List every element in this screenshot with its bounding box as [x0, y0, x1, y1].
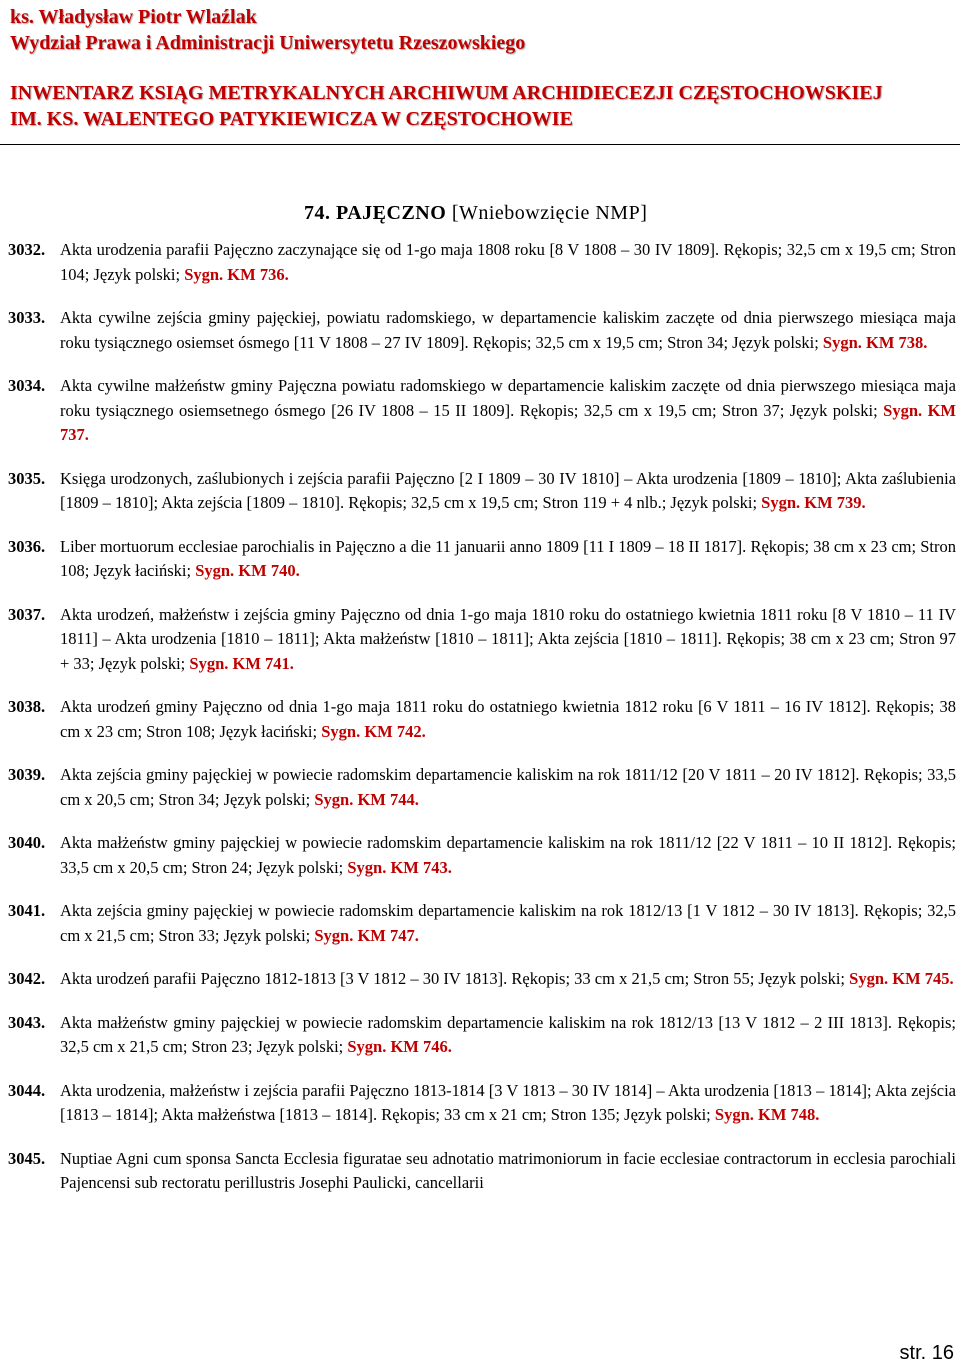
entry-text: Akta zejścia gminy pajęckiej w powiecie radomskim departamencie kaliskim na rok 1812/13 [1 V 1812 – 30 IV 1813]. Rękopis; 32,5 cm x 21,5 cm; Stron 33; Język polski;: [60, 901, 956, 945]
inventory-entry: [8, 306, 956, 355]
page-number: str. 16: [899, 1342, 954, 1364]
entry-text: Akta urodzeń parafii Pajęczno 1812-1813 [3 V 1812 – 30 IV 1813]. Rękopis; 33 cm x 21,5 cm; Stron 55; Język polski;: [60, 969, 850, 988]
entry-signature: Sygn. KM 737.: [60, 400, 956, 444]
entry-signature: Sygn. KM 740.: [195, 561, 300, 580]
inventory-entry: [8, 535, 956, 584]
inventory-title-line1: INWENTARZ KSIĄG METRYKALNYCH ARCHIWUM ARCHIDIECEZJI CZĘSTOCHOWSKIEJ: [10, 82, 883, 104]
entry-number: 3044.: [8, 1080, 46, 1100]
inventory-entry: [8, 1011, 956, 1060]
inventory-title-line2: IM. KS. WALENTEGO PATYKIEWICZA W CZĘSTOCHOWIE: [10, 108, 573, 130]
entry-text: Akta małżeństw gminy pajęckiej w powiecie radomskim departamencie kaliskim na rok 1811/12 [22 V 1811 – 10 II 1812]. Rękopis; 33,5 cm x 20,5 cm; Stron 24; Język polski;: [60, 833, 956, 877]
entry-signature: Sygn. KM 736.: [184, 264, 289, 284]
entry-text: Akta urodzeń gminy Pajęczno od dnia 1-go maja 1811 roku do ostatniego kwietnia 1812 roku [6 V 1811 – 16 IV 1812]. Rękopis; 38 cm x 23 cm; Stron 108; Język łaciński;: [60, 697, 956, 741]
entry-signature: Sygn. KM 746.: [347, 1037, 452, 1056]
entry-number: 3038.: [8, 697, 46, 716]
parish-name: 74. PAJĘCZNO: [304, 202, 447, 224]
inventory-entry: [8, 1147, 956, 1196]
inventory-entry: [8, 603, 956, 677]
entry-text: Akta cywilne małżeństw gminy Pajęczna powiatu radomskiego w departamencie kaliskim zaczęte od dnia pierwszego miesiąca maja roku tysiącznego osiemsetnego ósmego [26 IV 1808 – 15 II 1809]. Rękopis; 32,5 cm x 19,5 cm; Stron 37; Język polski;: [60, 376, 956, 420]
inventory-entry: [8, 467, 956, 516]
entry-signature: Sygn. KM 745.: [849, 969, 954, 988]
entry-number: 3033.: [8, 308, 46, 327]
header-divider: [0, 144, 960, 145]
entry-text: Akta małżeństw gminy pajęckiej w powiecie radomskim departamencie kaliskim na rok 1812/13 [13 V 1812 – 2 III 1813]. Rękopis; 32,5 cm x 21,5 cm; Stron 23; Język polski;: [60, 1012, 956, 1056]
entry-number: 3043.: [8, 1012, 46, 1032]
entry-signature: Sygn. KM 744.: [314, 789, 419, 809]
entry-text: Akta cywilne zejścia gminy pajęckiej, powiatu radomskiego, w departamencie kaliskim zaczęte od dnia pierwszego miesiąca maja roku tysiącznego osiemset ósmego [11 V 1808 – 27 IV 1809]. Rękopis; 32,5 cm x 19,5 cm; Stron 34; Język polski;: [60, 308, 956, 352]
entry-signature: Sygn. KM 739.: [761, 493, 866, 512]
document-header: [10, 4, 955, 132]
entry-number: 3036.: [8, 536, 46, 556]
inventory-entry: [8, 374, 956, 448]
entry-number: 3034.: [8, 376, 46, 395]
entry-number: 3032.: [8, 240, 46, 259]
inventory-entry: [8, 238, 956, 287]
entry-text: Akta urodzeń, małżeństw i zejścia gminy Pajęczno od dnia 1-go maja 1810 roku do ostatniego kwietnia 1811 roku [8 V 1810 – 11 IV 1811] – Akta urodzenia [1810 – 1811]; Akta małżeństw [1810 – 1811]; Akta zejścia [1810 – 1811]. Rękopis; 38 cm x 23 cm; Stron 97 + 33; Język polski;: [60, 604, 956, 673]
entry-number: 3042.: [8, 969, 46, 988]
author-name: ks. Władysław Piotr Wlaźlak: [10, 6, 257, 28]
entry-number: 3037.: [8, 604, 46, 624]
entry-number: 3039.: [8, 765, 46, 784]
entry-signature: Sygn. KM 743.: [347, 857, 452, 877]
inventory-entry: [8, 899, 956, 948]
entry-text: Księga urodzonych, zaślubionych i zejścia parafii Pajęczno [2 I 1809 – 30 IV 1810] – Akta urodzenia [1809 – 1810]; Akta zaślubienia [1809 – 1810]; Akta zejścia [1809 – 1810]. Rękopis; 32,5 cm x 19,5 cm; Stron 119 + 4 nlb.; Język polski;: [60, 468, 956, 512]
entry-number: 3035.: [8, 468, 46, 488]
inventory-entries: [8, 238, 956, 1215]
inventory-entry: [8, 967, 956, 992]
entry-number: 3040.: [8, 833, 46, 852]
parish-section-title: [304, 202, 647, 225]
entry-signature: Sygn. KM 738.: [822, 332, 928, 352]
entry-signature: Sygn. KM 741.: [189, 653, 294, 673]
inventory-entry: [8, 831, 956, 880]
entry-signature: Sygn. KM 748.: [714, 1105, 820, 1124]
entry-number: 3045.: [8, 1148, 46, 1168]
entry-text: Akta urodzenia, małżeństw i zejścia parafii Pajęczno 1813-1814 [3 V 1813 – 30 IV 1814] – Akta urodzenia [1813 – 1814]; Akta zejścia [1813 – 1814]; Akta małżeństwa [1813 – 1814]. Rękopis; 33 cm x 21 cm; Stron 135; Język polski;: [60, 1080, 956, 1124]
entry-signature: Sygn. KM 742.: [321, 721, 426, 741]
inventory-entry: [8, 1079, 956, 1128]
entry-text: Akta zejścia gminy pajęckiej w powiecie radomskim departamencie kaliskim na rok 1811/12 [20 V 1811 – 20 IV 1812]. Rękopis; 33,5 cm x 20,5 cm; Stron 34; Język polski;: [60, 765, 956, 809]
entry-text: Liber mortuorum ecclesiae parochialis in Pajęczno a die 11 januarii anno 1809 [11 I 1809 – 18 II 1817]. Rękopis; 38 cm x 23 cm; Stron 108; Język łaciński;: [60, 536, 956, 580]
parish-dedication: [Wniebowzięcie NMP]: [451, 202, 648, 224]
entry-text: Akta urodzenia parafii Pajęczno zaczynające się od 1-go maja 1808 roku [8 V 1808 – 30 IV 1809]. Rękopis; 32,5 cm x 19,5 cm; Stron 104; Język polski;: [60, 240, 956, 284]
entry-signature: Sygn. KM 747.: [314, 925, 419, 945]
faculty-name: Wydział Prawa i Administracji Uniwersytetu Rzeszowskiego: [10, 32, 526, 54]
inventory-entry: [8, 695, 956, 744]
entry-number: 3041.: [8, 901, 46, 920]
inventory-entry: [8, 763, 956, 812]
entry-text: Nuptiae Agni cum sponsa Sancta Ecclesia figuratae seu adnotatio matrimoniorum in facie ecclesiae contractorum in ecclesia parochiali Pajencensi sub rectoratu perillustris Josephi Paulicki, cancellarii: [60, 1148, 956, 1192]
